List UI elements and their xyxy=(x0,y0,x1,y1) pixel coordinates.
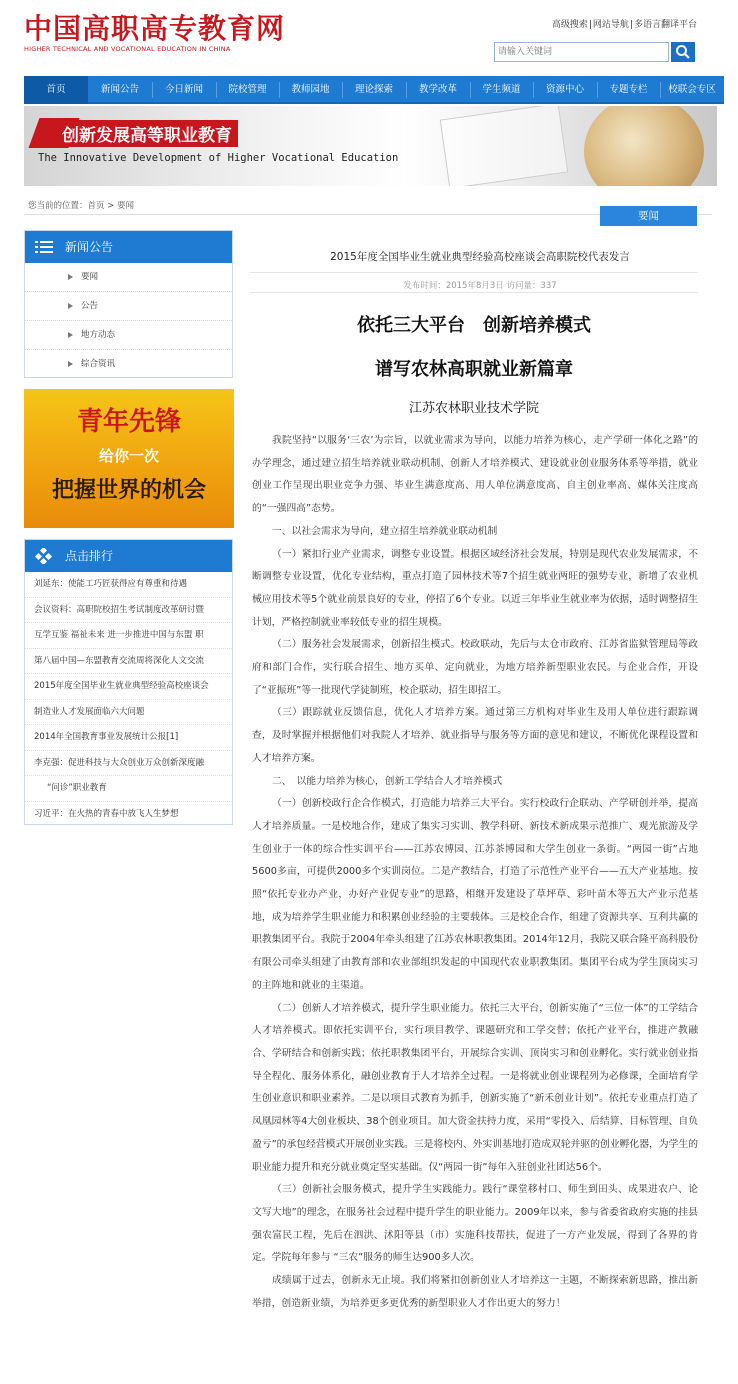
search-button[interactable] xyxy=(671,42,695,62)
nav-teachers[interactable]: 教师园地 xyxy=(291,84,330,95)
rank-item[interactable]: 2014年全国教育事业发展统计公报[1] xyxy=(25,725,232,751)
advanced-search-link[interactable]: 高级搜索 xyxy=(551,20,588,30)
news-sidebar xyxy=(24,230,233,378)
rank-item[interactable]: 制造业人才发展面临六大问题 xyxy=(25,700,232,726)
article-author: 江苏农林职业技术学院 xyxy=(408,401,539,416)
article-title: 依托三大平台 创新培养模式 xyxy=(357,315,591,336)
ad-line-1: 青年先锋 xyxy=(76,407,181,437)
breadcrumb: 您当前的位置：首页 > 要闻 xyxy=(28,201,135,211)
diamond-icon xyxy=(35,548,53,564)
rank-sidebar-title: 点击排行 xyxy=(65,549,114,563)
section-heading: 二、 以能力培养为核心，创新工学结合人才培养模式 xyxy=(272,775,503,787)
article-body xyxy=(252,430,698,1315)
section-tab: 要闻 xyxy=(600,206,697,226)
sidebar-item-general[interactable]: 综合资讯 xyxy=(25,350,232,379)
globe-image xyxy=(584,106,704,186)
paragraph: 我院坚持“以服务‘三农’为宗旨，以就业需求为导向，以能力培养为核心，走产学研一体化之路”的办学理念，通过建立招生培养就业联动机制、创新人才培养模式、建设就业创业服务体系等举措，就业创业工作呈现出职业竞争力强、毕业生满意度高、用人单位满意度高、自主创业率高、媒体关注度高的“一强四高”态势。 xyxy=(252,435,698,515)
rank-sidebar xyxy=(24,539,233,825)
banner-subtitle: The Innovative Development of Higher Vocational Education xyxy=(38,152,399,164)
paragraph: （二）创新人才培养模式，提升学生职业能力。依托三大平台，创新实施了“三位一体”的工学结合人才培养模式。即依托实训平台，实行项目教学、课题研究和工学交替；依托产业平台，推进产教融合、学研结合和创新实践；依托职教集团平台，开展综合实训、顶岗实习和创业孵化。实行就业创业指导全程化、服务体系化，融创业教育于人才培养全过程。一是将就业创业课程列为必修课，全面培育学生创业意识和职业素养。二是以项目式教育为抓手，创新实施了“新禾创业计划”。依托专业重点打造了凤凰园林等4大创业板块、38个创业项目。加大资金扶持力度，采用“零投入、后结算、目标管理、自负盈亏”的承包经营模式开展创业实践。三是将校内、外实训基地打造成双轮并驱的创业孵化器，为学生的职业能力提升和充分就业奠定坚实基础。仅“两园一街”每年入驻创业社团达56个。 xyxy=(252,1002,698,1173)
nav-today-news[interactable]: 今日新闻 xyxy=(164,84,203,95)
banner-title: 创新发展高等职业教育 xyxy=(56,120,238,147)
nav-home[interactable]: 首页 xyxy=(24,76,88,104)
rank-item[interactable]: 2015年度全国毕业生就业典型经验高校座谈会 xyxy=(25,674,232,700)
translate-link[interactable]: 多语言翻译平台 xyxy=(633,20,697,30)
main-nav xyxy=(24,76,724,104)
nav-theory[interactable]: 理论探索 xyxy=(354,84,393,95)
rank-item[interactable]: “问诊”职业教育 xyxy=(25,776,232,802)
rank-item[interactable]: 李克强：促进科技与大众创业万众创新深度融 xyxy=(25,751,232,777)
section-heading: 一、以社会需求为导向，建立招生培养就业联动机制 xyxy=(272,525,498,537)
nav-school-management[interactable]: 院校管理 xyxy=(228,84,267,95)
nav-alliance[interactable]: 校联会专区 xyxy=(668,84,716,95)
nav-students[interactable]: 学生频道 xyxy=(482,84,521,95)
rank-item[interactable]: 会议资料：高职院校招生考试制度改革研讨暨 xyxy=(25,598,232,624)
banner xyxy=(24,106,717,186)
search-icon xyxy=(675,44,691,60)
nav-news-notice[interactable]: 新闻公告 xyxy=(100,84,139,95)
paragraph: （三）创新社会服务模式，提升学生实践能力。践行“课堂移村口、师生到田头、成果进农户、论文写大地”的理念，在服务社会过程中提升学生的职业能力。2009年以来，参与省委省政府实施的挂县强农富民工程，先后在泗洪、沭阳等县（市）实施科技帮扶，促进了一方产业发展，得到了各界的肯定。学院每年参与 “三农”服务的师生达900多人次。 xyxy=(252,1184,698,1264)
site-logo[interactable] xyxy=(24,14,285,53)
nav-resources[interactable]: 资源中心 xyxy=(545,84,584,95)
rank-item[interactable]: 第八届中国—东盟教育交流周将深化人文交流 xyxy=(25,649,232,675)
sidebar-item-headlines[interactable]: 要闻 xyxy=(25,263,232,292)
ad-line-3: 把握世界的机会 xyxy=(51,478,206,503)
search-input[interactable] xyxy=(494,42,669,62)
top-links: 高级搜索|网站导航|多语言翻译平台 xyxy=(551,20,697,30)
article-top-title: 2015年度全国毕业生就业典型经验高校座谈会高职院校代表发言 xyxy=(330,251,630,263)
nav-topics[interactable]: 专题专栏 xyxy=(609,84,648,95)
rank-item[interactable]: 习近平：在火热的青春中放飞人生梦想 xyxy=(34,808,179,819)
rank-item[interactable]: 互学互鉴 福祉未来 进一步推进中国与东盟 职 xyxy=(25,623,232,649)
ad-line-2: 给你一次 xyxy=(98,447,159,465)
site-header xyxy=(0,0,738,72)
sidebar-item-local[interactable]: 地方动态 xyxy=(25,321,232,350)
paragraph: （一）紧扣行业产业需求，调整专业设置。根据区域经济社会发展，特别是现代农业发展需求，不断调整专业设置，优化专业结构，重点打造了园林技术等7个招生就业两旺的强势专业，新增了农业机械应用技术等5个就业前景良好的专业，停招了6个专业。以近三年毕业生就业率为依据，适时调整招生计划，严格控制就业率较低专业的招生规模。 xyxy=(252,548,698,628)
logo-text: 中国高职高专教育网 xyxy=(24,12,286,45)
paragraph: （一）创新校政行企合作模式，打造能力培养三大平台。实行校政行企联动、产学研创并举，提高人才培养质量。一是校地合作，建成了集实习实训、教学科研、新技术新成果示范推广、观光旅游及学生创业于一体的综合性实训平台——江苏农博园、江苏茶博园和大学生创业一条街。“两园一街”占地5600多亩，可提供2000多个实训岗位。二是产教结合，打造了示范性产业平台——五大产业基地。按照“依托专业办产业，办好产业促专业”的思路，相继开发建设了草坪草、彩叶苗木等五大产业示范基地，成为培养学生职业能力和积累创业经验的主要载体。三是校企合作，组建了资源共享、互利共赢的职教集团平台。我院于2004年牵头组建了江苏农林职教集团。2014年12月，我院又联合隆平高科股份有限公司牵头组建了由教育部和农业部组织发起的中国现代农业职教集团。集团平台成为学生顶岗实习的主阵地和就业的主渠道。 xyxy=(252,798,698,991)
ad-banner[interactable] xyxy=(24,389,234,528)
list-icon xyxy=(35,241,53,253)
paragraph: 成绩属于过去，创新永无止境。我们将紧扣创新创业人才培养这一主题，不断探索新思路，推出新举措，创造新业绩，为培养更多更优秀的新型职业人才作出更大的努力！ xyxy=(252,1275,698,1309)
banner-decor xyxy=(440,106,569,186)
paragraph: （二）服务社会发展需求，创新招生模式。校政联动，先后与太仓市政府、江苏省监狱管理局等政府和部门合作，实行联合招生、地方买单、定向就业，为地方培养新型职业农民。与企业合作，开设了“亚振班”等一批现代学徒制班，校企联动，招生即招工。 xyxy=(252,639,698,696)
rank-sidebar-header xyxy=(25,540,232,572)
logo-english: HIGHER TECHNICAL AND VOCATIONAL EDUCATION IN CHINA xyxy=(24,45,231,53)
news-sidebar-header xyxy=(25,231,232,263)
rank-item[interactable]: 刘延东：使能工巧匠获得应有尊重和待遇 xyxy=(25,572,232,598)
article-meta: 发布时间：2015年8月3日 访问量：337 xyxy=(403,281,557,291)
nav-teaching-reform[interactable]: 教学改革 xyxy=(418,84,457,95)
news-sidebar-title: 新闻公告 xyxy=(65,240,114,254)
paragraph: （三）跟踪就业反馈信息，优化人才培养方案。通过第三方机构对毕业生及用人单位进行跟踪调查，及时掌握并根据他们对我院人才培养、就业指导与服务等方面的意见和建议，不断优化课程设置和人才培养方案。 xyxy=(252,707,698,764)
article-subtitle: 谱写农林高职就业新篇章 xyxy=(375,359,573,380)
search-box xyxy=(494,42,698,62)
site-nav-link[interactable]: 网站导航 xyxy=(592,20,629,30)
sidebar-item-announcements[interactable]: 公告 xyxy=(25,292,232,321)
